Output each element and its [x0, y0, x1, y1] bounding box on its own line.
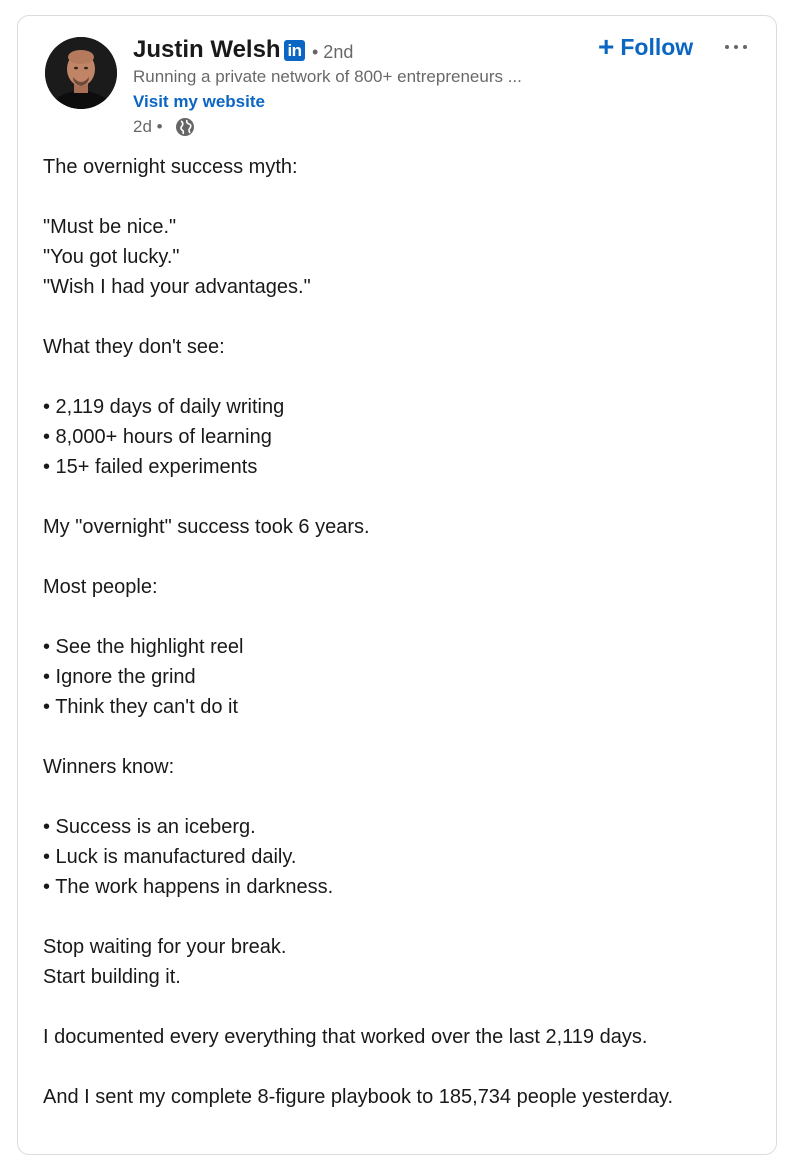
post-line [43, 182, 763, 212]
post-line: Most people: [43, 576, 158, 598]
post-line [43, 992, 763, 1022]
post-line: • 8,000+ hours of learning [43, 426, 272, 448]
post-line: • Think they can't do it [43, 696, 238, 718]
ellipsis-icon [725, 45, 729, 49]
post-line: "You got lucky." [43, 246, 180, 268]
post-line: What they don't see: [43, 336, 225, 358]
post-line [43, 482, 763, 512]
post-line [43, 1052, 763, 1082]
visit-website-link[interactable]: Visit my website [133, 92, 265, 111]
post-line: • 2,119 days of daily writing [43, 396, 285, 418]
author-name[interactable]: Justin Welsh [133, 36, 281, 63]
post-line: I documented every everything that worked over the last 2,119 days. [43, 1026, 648, 1048]
author-avatar[interactable] [45, 37, 117, 109]
post-line: My "overnight" success took 6 years. [43, 516, 370, 538]
follow-label: Follow [620, 33, 694, 60]
post-line: • See the highlight reel [43, 636, 244, 658]
post-line: "Must be nice." [43, 216, 177, 238]
post-timestamp: 2d • [133, 117, 163, 136]
post-line: Winners know: [43, 756, 175, 778]
plus-icon: + [598, 31, 615, 62]
post-line: • 15+ failed experiments [43, 456, 258, 478]
post-line [43, 602, 763, 632]
post-line [43, 542, 763, 572]
post-line: And I sent my complete 8-figure playbook to 185,734 people yesterday. [43, 1086, 674, 1108]
post-line: • The work happens in darkness. [43, 876, 334, 898]
post-card [17, 15, 777, 1155]
post-line: "Wish I had your advantages." [43, 276, 311, 298]
follow-button[interactable] [590, 30, 701, 64]
post-line: The overnight success myth: [43, 156, 298, 178]
globe-icon [175, 117, 195, 137]
post-line [43, 722, 763, 752]
post-line [43, 302, 763, 332]
post-line: Stop waiting for your break. [43, 936, 287, 958]
post-line: • Success is an iceberg. [43, 816, 256, 838]
linkedin-badge-icon: in [284, 40, 305, 61]
post-line: • Luck is manufactured daily. [43, 846, 297, 868]
more-options-button[interactable] [718, 34, 754, 60]
post-body [43, 152, 763, 1112]
post-line [43, 782, 763, 812]
post-line [43, 362, 763, 392]
post-line [43, 902, 763, 932]
connection-degree: • 2nd [312, 42, 354, 62]
post-line: Start building it. [43, 966, 181, 988]
author-headline: Running a private network of 800+ entrepreneurs ... [133, 67, 522, 86]
post-line: • Ignore the grind [43, 666, 196, 688]
